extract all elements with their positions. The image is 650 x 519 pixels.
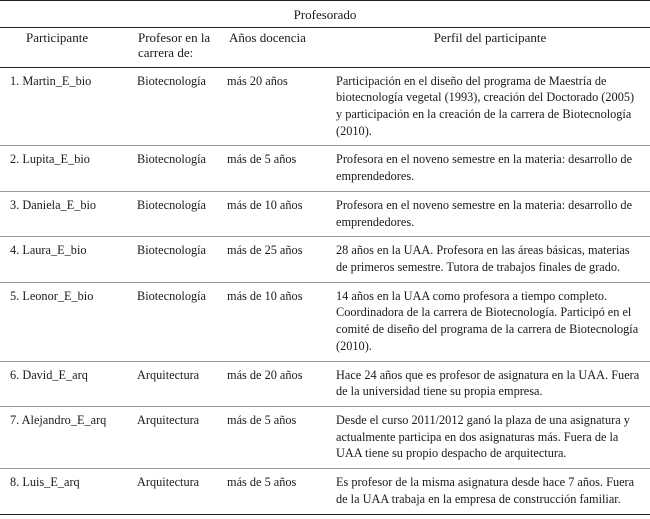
- table-row: [0, 191, 650, 236]
- table-row: [0, 67, 650, 146]
- perfil-cell: Profesora en el noveno semestre en la materia: desarrollo de emprendedores.: [330, 191, 650, 236]
- participant-name: Laura_E_bio: [22, 243, 87, 258]
- perfil-cell: Hace 24 años que es profesor de asignatura en la UAA. Fuera de la universidad tiene su propia empresa.: [330, 361, 650, 406]
- perfil-cell: Participación en el diseño del programa de Maestría de biotecnología vegetal (1993), creación del Doctorado (2005) y participación en la creación de la carrera de Biotecnología (2010).: [330, 67, 650, 146]
- table-row: [0, 407, 650, 469]
- perfil-cell: 14 años en la UAA como profesora a tiempo completo. Coordinadora de la carrera de Biotecnología. Participó en el comité de diseño del programa de la carrera de Biotecnología (2010).: [330, 282, 650, 361]
- anos-cell: más de 5 años: [223, 469, 330, 514]
- col-header-anos: Años docencia: [223, 27, 330, 67]
- perfil-cell: Profesora en el noveno semestre en la materia: desarrollo de emprendedores.: [330, 146, 650, 191]
- participant-name: David_E_arq: [22, 367, 88, 382]
- header-row: [0, 27, 650, 67]
- participant-cell: [0, 282, 130, 361]
- participant-cell: [0, 407, 130, 469]
- anos-cell: más de 10 años: [223, 191, 330, 236]
- anos-cell: más de 5 años: [223, 407, 330, 469]
- col-header-profesor: Profesor en la carrera de:: [130, 27, 223, 67]
- col-header-participante: Participante: [0, 27, 130, 67]
- anos-cell: más de 5 años: [223, 146, 330, 191]
- carrera-cell: Arquitectura: [130, 361, 223, 406]
- table-row: [0, 146, 650, 191]
- participant-name: Leonor_E_bio: [22, 288, 94, 303]
- participant-name: Luis_E_arq: [22, 475, 80, 490]
- participant-cell: [0, 469, 130, 514]
- participant-cell: [0, 237, 130, 282]
- anos-cell: más 20 años: [223, 67, 330, 146]
- participant-cell: [0, 146, 130, 191]
- row-number: 8.: [10, 475, 20, 490]
- col-header-perfil: Perfil del participante: [330, 27, 650, 67]
- row-number: 5.: [10, 288, 20, 303]
- perfil-cell: Es profesor de la misma asignatura desde hace 7 años. Fuera de la UAA trabaja en la empresa de construcción familiar.: [330, 469, 650, 514]
- participant-name: Martin_E_bio: [22, 73, 92, 88]
- carrera-cell: Biotecnología: [130, 191, 223, 236]
- table-row: [0, 282, 650, 361]
- row-number: 1.: [10, 73, 20, 88]
- carrera-cell: Biotecnología: [130, 146, 223, 191]
- carrera-cell: Arquitectura: [130, 469, 223, 514]
- participant-name: Lupita_E_bio: [22, 152, 90, 167]
- row-number: 3.: [10, 197, 20, 212]
- carrera-cell: Arquitectura: [130, 407, 223, 469]
- row-number: 7.: [10, 413, 20, 428]
- row-number: 6.: [10, 367, 20, 382]
- participant-cell: [0, 191, 130, 236]
- perfil-cell: 28 años en la UAA. Profesora en las áreas básicas, materias de primeros semestre. Tutora de trabajos finales de grado.: [330, 237, 650, 282]
- table-row: [0, 361, 650, 406]
- carrera-cell: Biotecnología: [130, 67, 223, 146]
- carrera-cell: Biotecnología: [130, 237, 223, 282]
- participant-cell: [0, 67, 130, 146]
- row-number: 4.: [10, 243, 20, 258]
- participant-cell: [0, 361, 130, 406]
- anos-cell: más de 20 años: [223, 361, 330, 406]
- table-row: [0, 237, 650, 282]
- anos-cell: más de 10 años: [223, 282, 330, 361]
- participant-name: Alejandro_E_arq: [21, 413, 107, 428]
- table-caption: Profesorado: [0, 1, 650, 28]
- anos-cell: más de 25 años: [223, 237, 330, 282]
- table-row: [0, 469, 650, 514]
- perfil-cell: Desde el curso 2011/2012 ganó la plaza de una asignatura y actualmente participa en dos asignaturas más. Fuera de la UAA tiene su propio despacho de arquitectura.: [330, 407, 650, 469]
- row-number: 2.: [10, 152, 20, 167]
- carrera-cell: Biotecnología: [130, 282, 223, 361]
- participant-name: Daniela_E_bio: [22, 197, 97, 212]
